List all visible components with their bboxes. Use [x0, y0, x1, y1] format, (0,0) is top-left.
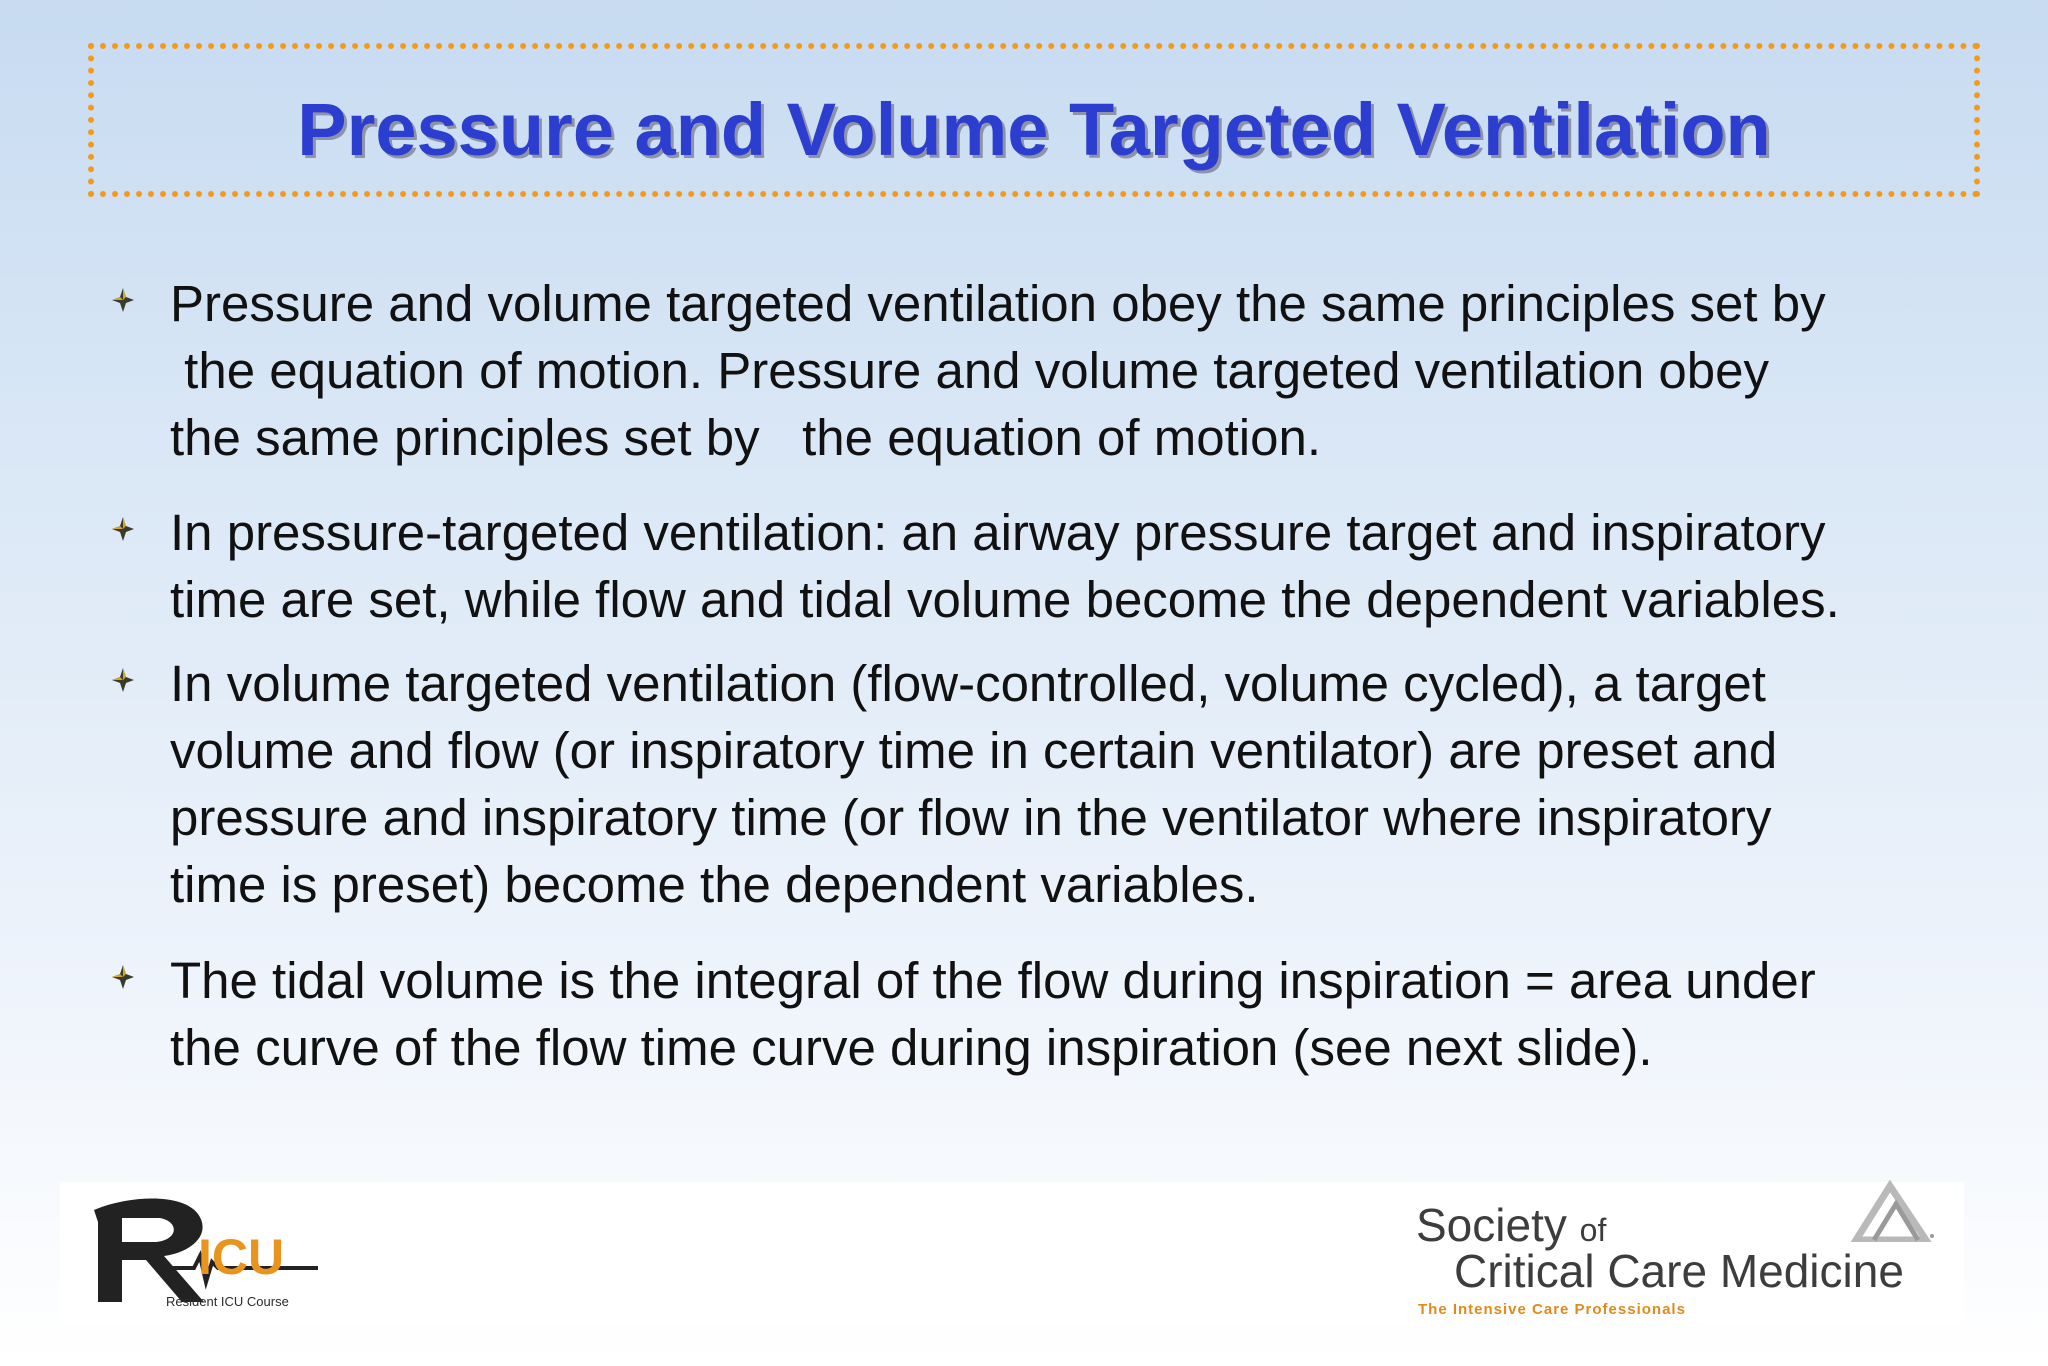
sccm-of-word: of	[1579, 1212, 1607, 1248]
bullet-text: In pressure-targeted ventilation: an airway pressure target and inspiratory time are set, while flow and tidal volume become the dependent variables.	[170, 504, 1840, 628]
title-box	[88, 43, 1980, 197]
ricu-caption: Resident ICU Course	[166, 1294, 289, 1309]
slide-title: Pressure and Volume Targeted Ventilation	[297, 88, 1771, 171]
four-point-star-bullet-icon	[112, 517, 134, 541]
sccm-triangle-mark-icon	[1846, 1180, 1936, 1242]
sccm-name: Critical Care Medicine	[1454, 1245, 1904, 1297]
bullet-text: The tidal volume is the integral of the flow during inspiration = area under the curve of the flow time curve during inspiration (see next slide).	[170, 952, 1816, 1076]
bullet-text: In volume targeted ventilation (flow-controlled, volume cycled), a target volume and flow (or inspiratory time in certain ventilator) are preset and pressure and inspiratory time (or flow in the ventilator where inspiratory time is preset) become the dependent variables.	[170, 655, 1778, 913]
four-point-star-bullet-icon	[112, 668, 134, 692]
four-point-star-bullet-icon	[112, 288, 134, 312]
sccm-logo	[1410, 1180, 1970, 1320]
four-point-star-bullet-icon	[112, 965, 134, 989]
bullet-text: Pressure and volume targeted ventilation obey the same principles set by the equation of motion. Pressure and volume targeted ventilation obey the same principles set by the equation of motion.	[170, 275, 1826, 466]
sccm-tagline: The Intensive Care Professionals	[1418, 1301, 1686, 1318]
svg-text:ICU: ICU	[198, 1229, 285, 1285]
sccm-society-word: Society	[1416, 1199, 1567, 1251]
